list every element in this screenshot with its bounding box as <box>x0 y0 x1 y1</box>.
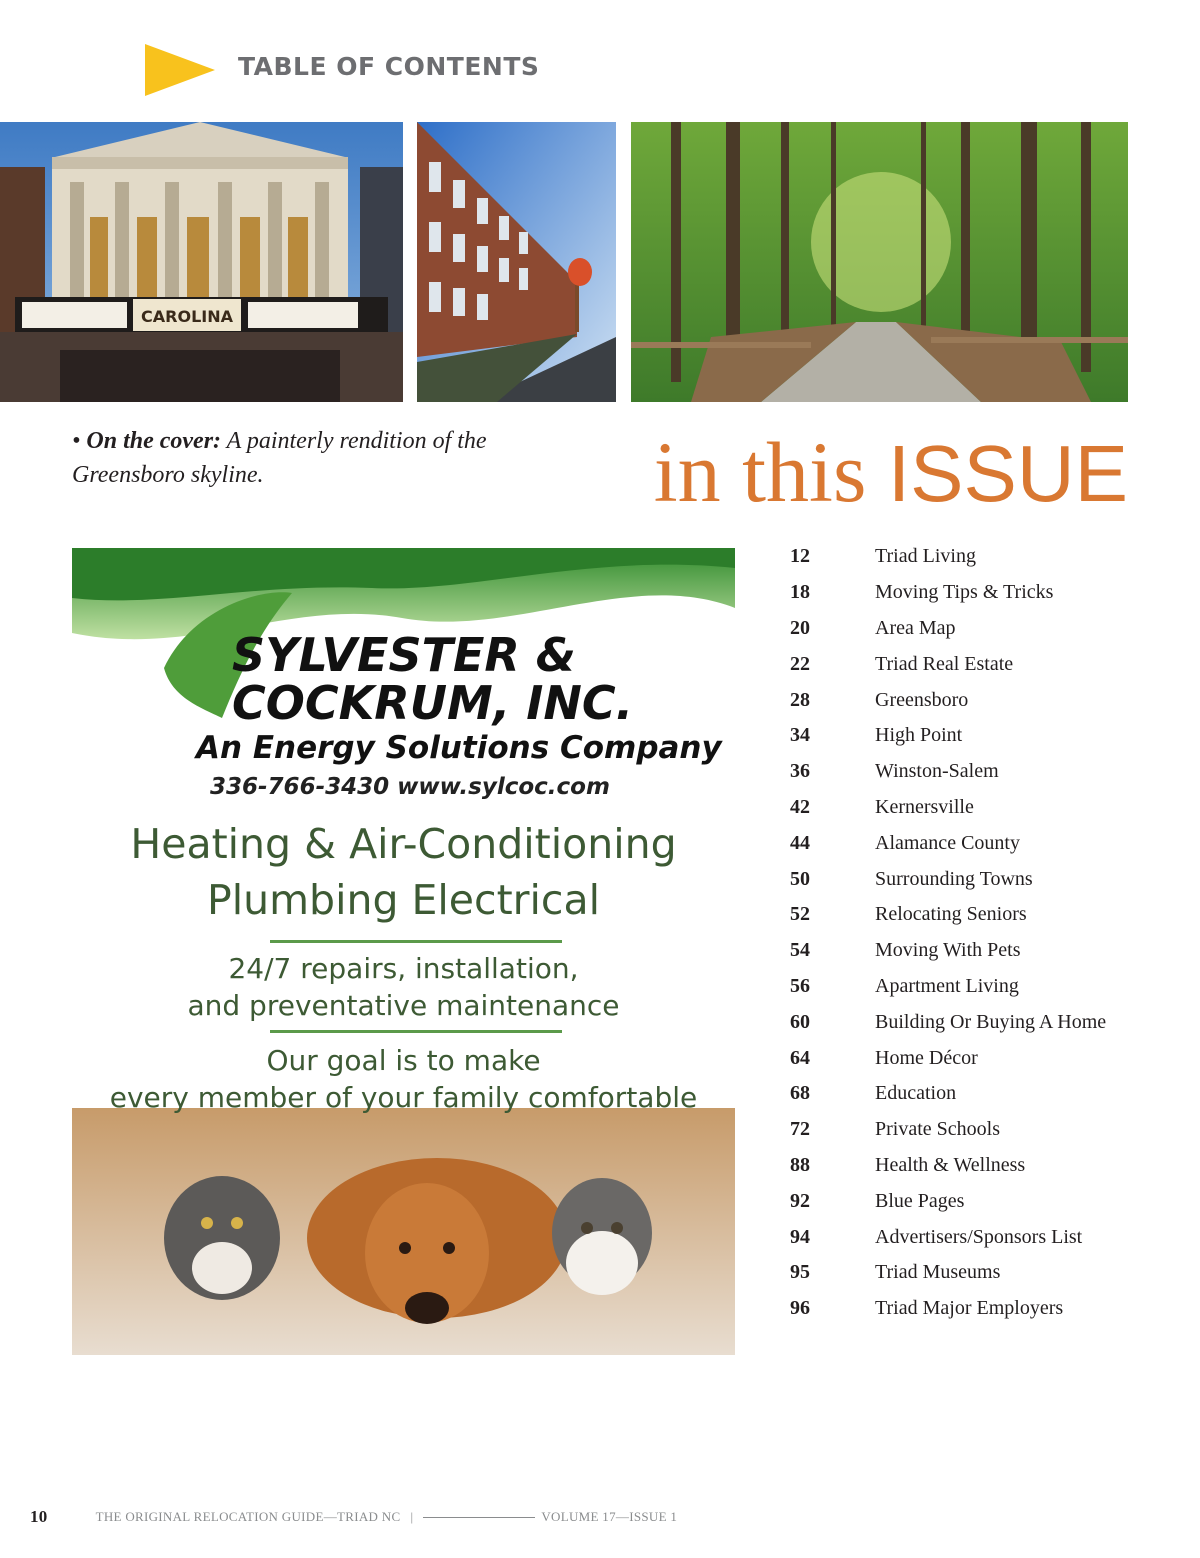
toc-entry[interactable] <box>790 861 1170 897</box>
toc-entry[interactable] <box>790 1183 1170 1219</box>
toc-entry[interactable] <box>790 1148 1170 1184</box>
toc-entry-title: Advertisers/Sponsors List <box>875 1225 1083 1248</box>
cover-caption-text: A painterly rendition of the Greensboro skyline. <box>72 428 487 488</box>
toc-page-number: 92 <box>790 1189 810 1212</box>
toc-entry[interactable] <box>790 682 1170 718</box>
page-footer <box>30 1507 677 1527</box>
footer-page-number: 10 <box>30 1507 48 1526</box>
toc-entry-title: Winston-Salem <box>875 760 999 783</box>
section-title: TABLE OF CONTENTS <box>238 52 540 81</box>
ad-tagline: An Energy Solutions Company <box>196 730 722 766</box>
toc-list <box>790 539 1170 1327</box>
forest-boardwalk-photo <box>631 122 1128 402</box>
issue-title-part2: ISSUE <box>887 429 1128 518</box>
toc-entry[interactable] <box>790 1076 1170 1112</box>
toc-entry-title: Apartment Living <box>875 974 1019 997</box>
toc-page-number: 50 <box>790 867 810 890</box>
toc-page-number: 44 <box>790 831 810 854</box>
carolina-theatre-photo <box>0 122 403 402</box>
toc-entry-title: Moving Tips & Tricks <box>875 581 1054 604</box>
ad-services-line2: Plumbing Electrical <box>207 876 600 924</box>
toc-page-number: 20 <box>790 616 810 639</box>
ad-goal-line2: every member of your family comfortable <box>109 1081 698 1114</box>
toc-entry[interactable] <box>790 646 1170 682</box>
toc-entry[interactable] <box>790 1219 1170 1255</box>
toc-page-number: 12 <box>790 545 810 568</box>
toc-entry[interactable] <box>790 897 1170 933</box>
toc-entry-title: Triad Living <box>875 545 976 568</box>
toc-entry-title: Kernersville <box>875 795 974 818</box>
ad-divider-top <box>270 940 562 943</box>
toc-entry-title: Triad Real Estate <box>875 652 1014 675</box>
toc-page-number: 88 <box>790 1153 810 1176</box>
footer-publication: THE ORIGINAL RELOCATION GUIDE—TRIAD NC <box>95 1509 401 1524</box>
toc-page-number: 36 <box>790 760 810 783</box>
toc-page-number: 68 <box>790 1082 810 1105</box>
toc-entry-title: Private Schools <box>875 1118 1000 1141</box>
footer-volume: VOLUME 17—ISSUE 1 <box>541 1509 678 1524</box>
toc-page-number: 54 <box>790 939 810 962</box>
toc-entry-title: Surrounding Towns <box>875 867 1033 890</box>
toc-entry-title: Relocating Seniors <box>875 903 1027 926</box>
toc-entry[interactable] <box>790 1291 1170 1327</box>
ad-divider-bottom <box>270 1030 562 1033</box>
cover-caption: • On the cover: A painterly rendition of the Greensboro skyline. <box>72 428 487 488</box>
toc-page-number: 72 <box>790 1118 810 1141</box>
toc-entry[interactable] <box>790 825 1170 861</box>
toc-entry[interactable] <box>790 1040 1170 1076</box>
cover-caption-lead: On the cover: <box>86 428 222 454</box>
toc-entry-title: Greensboro <box>875 688 969 711</box>
toc-entry-title: Moving With Pets <box>875 939 1021 962</box>
toc-entry[interactable] <box>790 1255 1170 1291</box>
header-arrow-icon <box>145 44 215 96</box>
ad-goal-line1: Our goal is to make <box>266 1044 541 1077</box>
toc-entry-title: Triad Major Employers <box>875 1297 1064 1320</box>
toc-entry-title: High Point <box>875 724 963 747</box>
toc-entry-title: Education <box>875 1082 957 1105</box>
ad-repairs-line1: 24/7 repairs, installation, <box>228 952 579 985</box>
toc-entry[interactable] <box>790 754 1170 790</box>
ad-services-line1: Heating & Air-Conditioning <box>130 820 677 868</box>
toc-page-number: 60 <box>790 1010 810 1033</box>
toc-entry-title: Blue Pages <box>875 1189 965 1212</box>
toc-entry-title: Health & Wellness <box>875 1153 1026 1176</box>
ad-repairs-line2: and preventative maintenance <box>187 989 620 1022</box>
toc-page-number: 95 <box>790 1261 810 1284</box>
toc-page-number: 64 <box>790 1046 810 1069</box>
marquee-center-text: CAROLINA <box>141 307 233 326</box>
toc-entry-title: Triad Museums <box>875 1261 1001 1284</box>
toc-entry[interactable] <box>790 611 1170 647</box>
toc-entry[interactable] <box>790 933 1170 969</box>
toc-entry-title: Home Décor <box>875 1046 978 1069</box>
toc-page-number: 96 <box>790 1297 810 1320</box>
ad-contact: 336-766-3430 www.sylcoc.com <box>210 774 610 800</box>
mill-building-photo <box>417 122 616 402</box>
toc-page-number: 52 <box>790 903 810 926</box>
toc-page-number: 22 <box>790 652 810 675</box>
issue-title-part1: in this <box>653 424 888 520</box>
toc-entry[interactable] <box>790 718 1170 754</box>
ad-logo-line2: COCKRUM, INC. <box>232 676 634 730</box>
toc-entry[interactable] <box>790 969 1170 1005</box>
toc-entry[interactable] <box>790 575 1170 611</box>
issue-title <box>654 422 1128 522</box>
toc-page-number: 42 <box>790 795 810 818</box>
footer-separator: | <box>410 1509 414 1524</box>
sylvester-cockrum-ad <box>72 548 735 1355</box>
footer-rule <box>423 1517 535 1518</box>
ad-logo-line1: SYLVESTER & <box>232 628 576 682</box>
toc-page-number: 18 <box>790 581 810 604</box>
toc-entry[interactable] <box>790 790 1170 826</box>
toc-page-number: 56 <box>790 974 810 997</box>
toc-entry[interactable] <box>790 1004 1170 1040</box>
toc-entry-title: Building Or Buying A Home <box>875 1010 1107 1033</box>
toc-entry-title: Area Map <box>875 616 956 639</box>
toc-page-number: 34 <box>790 724 810 747</box>
toc-entry[interactable] <box>790 539 1170 575</box>
toc-entry-title: Alamance County <box>875 831 1020 854</box>
toc-entry[interactable] <box>790 1112 1170 1148</box>
toc-page-number: 94 <box>790 1225 810 1248</box>
toc-page-number: 28 <box>790 688 810 711</box>
